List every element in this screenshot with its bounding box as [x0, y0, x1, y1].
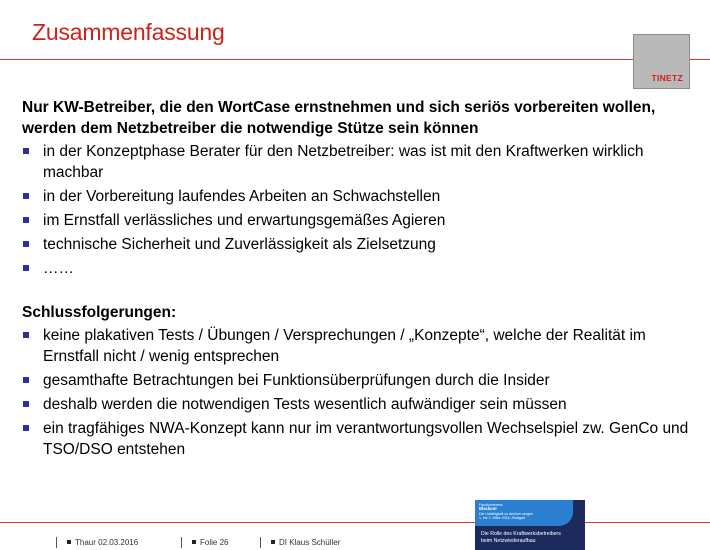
- list-item: [22, 370, 692, 391]
- list-item-text: technische Sicherheit und Zuverlässigkeit als Zielsetzung: [43, 236, 436, 253]
- slide-title: Zusammenfassung: [32, 19, 225, 45]
- list-item: [22, 418, 692, 460]
- footer-bullet-icon: [67, 540, 71, 544]
- bullet-icon: [23, 241, 29, 247]
- lead-statement: Nur KW-Betreiber, die den WortCase ernstnehmen und sich seriös vorbereiten wollen, werden dem Netzbetreiber die notwendige Stütze sein können: [22, 99, 656, 137]
- list-item-text: in der Vorbereitung laufendes Arbeiten an Schwachstellen: [43, 188, 441, 205]
- list-item-text: in der Konzeptphase Berater für den Netzbetreiber: was ist mit den Kraftwerken wirklich machbar: [43, 143, 644, 181]
- footer-author-text: DI Klaus Schüller: [279, 537, 341, 547]
- slide-content: [22, 97, 692, 463]
- bullet-icon: [23, 193, 29, 199]
- bullet-icon: [23, 217, 29, 223]
- bullet-icon: [23, 401, 29, 407]
- bullet-icon: [23, 265, 29, 271]
- list-item-text: keine plakativen Tests / Übungen / Versprechungen / „Konzepte“, welche der Realität im Ernstfall nicht / wenig entsprechen: [43, 327, 646, 365]
- list-item: [22, 234, 692, 255]
- bullet-icon: [23, 425, 29, 431]
- bullet-icon: [23, 377, 29, 383]
- list-item-text: im Ernstfall verlässliches und erwartungsgemäßes Agieren: [43, 212, 446, 229]
- list-item-text: ein tragfähiges NWA-Konzept kann nur im verantwortungsvollen Wechselspiel zw. GenCo und TSO/DSO entstehen: [43, 420, 689, 458]
- logo-text: TINETZ: [651, 73, 683, 83]
- banner-line: Blackout: [479, 506, 497, 511]
- footer-date: [56, 536, 138, 548]
- list-item: [22, 258, 692, 279]
- banner-title: Die Rolle des Kraftwerksbetreibers: [481, 531, 561, 537]
- title-divider: [0, 59, 710, 60]
- list-item-text: deshalb werden die notwendigen Tests wesentlich aufwändiger sein müssen: [43, 396, 567, 413]
- banner-line: 1. bis 2. März 2016, Stuttgart: [479, 516, 526, 520]
- footer-separator: [181, 537, 182, 548]
- list-item: [22, 141, 692, 183]
- bullet-list-2: [22, 325, 692, 460]
- list-item-text: ……: [43, 260, 74, 277]
- footer-author: [260, 536, 340, 548]
- footer-bullet-icon: [192, 540, 196, 544]
- footer-date-text: Thaur 02.03.2016: [75, 537, 139, 547]
- footer-separator: [260, 537, 261, 548]
- footer-slide-text: Folie 26: [200, 537, 229, 547]
- footer-bullet-icon: [271, 540, 275, 544]
- list-item: [22, 186, 692, 207]
- footer-slide-number: [181, 536, 228, 548]
- footer-divider: [0, 522, 710, 523]
- list-item: [22, 210, 692, 231]
- banner-line: Die Unfähigkeit zu denken sorgen: [479, 512, 533, 516]
- list-item: [22, 325, 692, 367]
- bullet-list-1: [22, 141, 692, 279]
- conference-banner: [475, 500, 585, 550]
- tinetz-logo: [633, 34, 690, 89]
- banner-subtitle: beim Netzwiederaufbau: [481, 538, 536, 544]
- list-item: [22, 394, 692, 415]
- footer-separator: [56, 537, 57, 548]
- bullet-icon: [23, 148, 29, 154]
- bullet-icon: [23, 332, 29, 338]
- banner-line: Fachkonferenz: [479, 503, 503, 507]
- conclusions-heading: Schlussfolgerungen:: [22, 304, 177, 321]
- list-item-text: gesamthafte Betrachtungen bei Funktionsüberprüfungen durch die Insider: [43, 372, 550, 389]
